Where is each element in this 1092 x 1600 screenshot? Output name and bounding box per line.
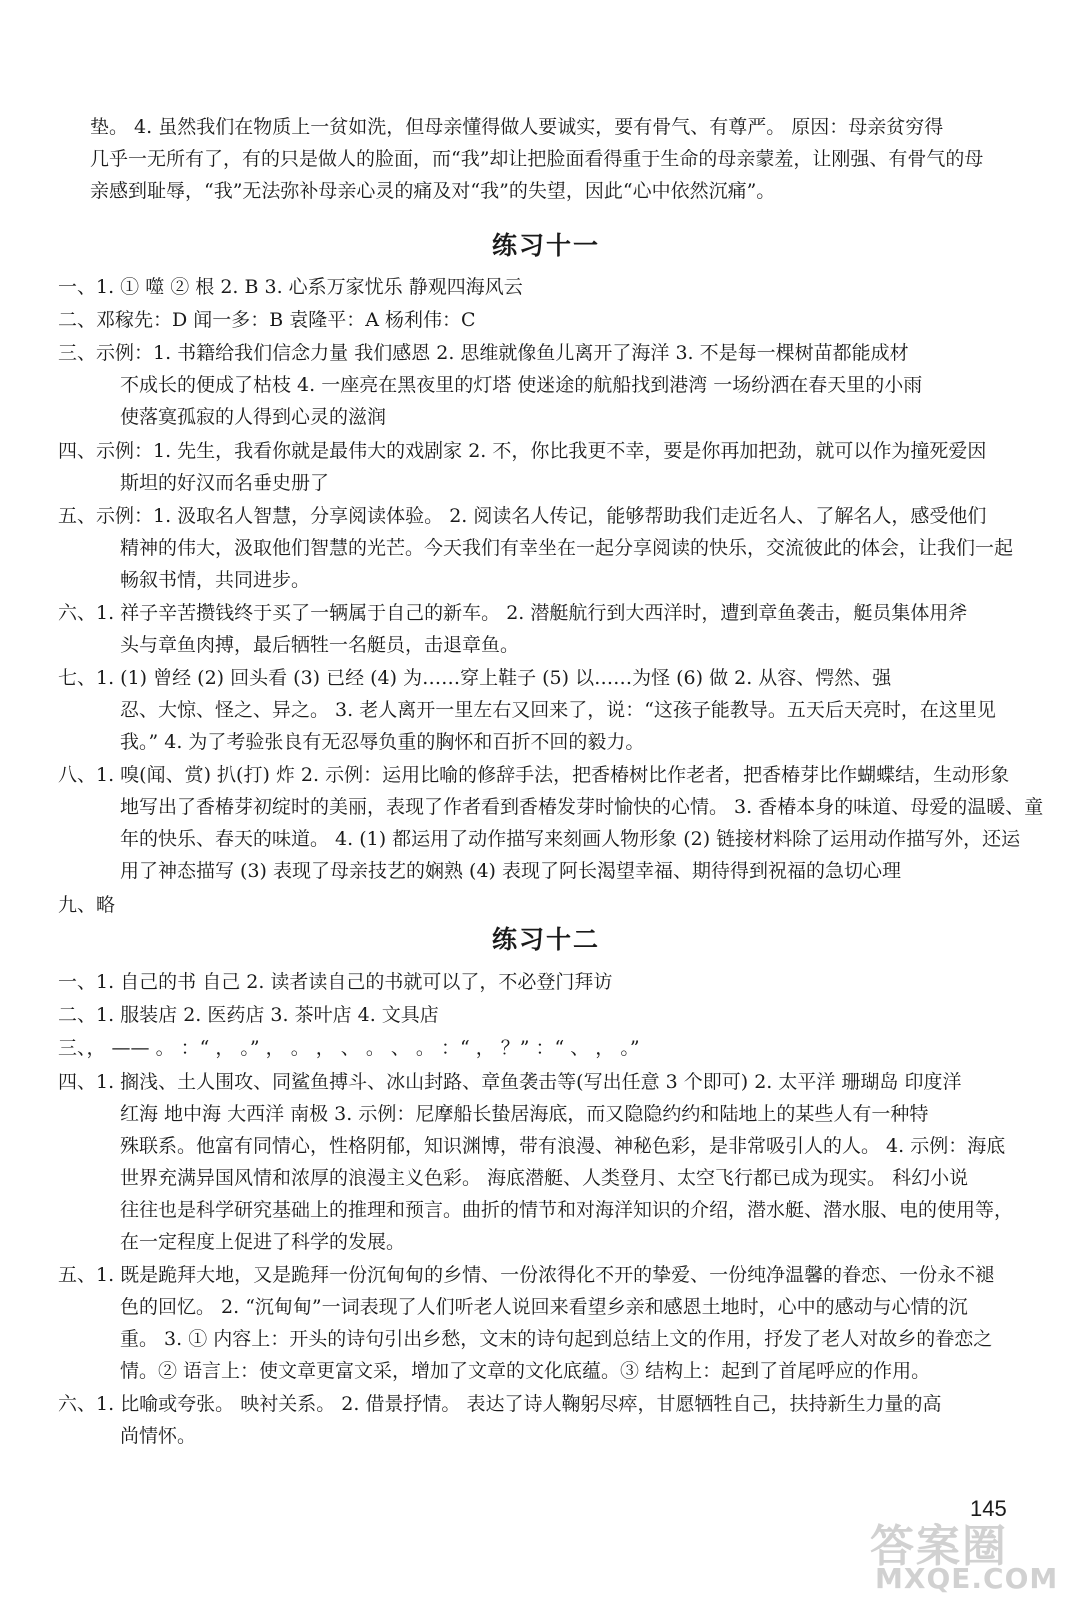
text-line: 世界充满异国风情和浓厚的浪漫主义色彩。 海底潜艇、人类登月、太空飞行都已成为现实。 科幻小说 (120, 1166, 969, 1189)
answer-item (58, 1388, 1018, 1452)
text-line: 殊联系。他富有同情心，性格阴郁，知识渊博，带有浪漫、神秘色彩，是非常吸引人的人。 4. 示例：海底 (120, 1134, 1006, 1157)
answer-item (58, 1066, 1018, 1258)
answer-item (58, 271, 1018, 303)
text-line: 情。② 语言上：使文章更富文采，增加了文章的文化底蕴。③ 结构上：起到了首尾呼应的作用。 (120, 1359, 931, 1382)
text-line: 六、1. 比喻或夸张。 映衬关系。 2. 借景抒情。 表达了诗人鞠躬尽瘁，甘愿牺牲自己，扶持新生力量的高 (58, 1393, 942, 1415)
text-line: 四、1. 搁浅、土人围攻、同鲨鱼搏斗、冰山封路、章鱼袭击等(写出任意 3 个即可) 2. 太平洋 珊瑚岛 印度洋 (58, 1070, 962, 1093)
watermark-url: MXQE.COM (875, 1562, 1059, 1595)
text-line: 精神的伟大，汲取他们智慧的光芒。今天我们有幸坐在一起分享阅读的快乐，交流彼此的体会，让我们一起 (120, 536, 1014, 559)
answer-item (58, 304, 1018, 336)
text-line: 五、示例：1. 汲取名人智慧，分享阅读体验。 2. 阅读名人传记，能够帮助我们走近名人、了解名人，感受他们 (58, 504, 987, 527)
text-line: 九、略 (58, 893, 116, 916)
text-line: 畅叙书情，共同进步。 (120, 568, 311, 591)
text-line: 重。 3. ① 内容上：开头的诗句引出乡愁，文末的诗句起到总结上文的作用，抒发了老人对故乡的眷恋之 (120, 1327, 993, 1350)
text-line: 年的快乐、春天的味道。 4. (1) 都运用了动作描写来刻画人物形象 (2) 链接材料除了运用动作描写外，还运 (120, 828, 1021, 851)
page-number: 145 (970, 1496, 1007, 1521)
text-line: 忍、大惊、怪之、异之。 3. 老人离开一里左右又回来了，说：“这孩子能教导。五天后天亮时，在这里见 (120, 699, 996, 722)
text-line: 几乎一无所有了，有的只是做人的脸面，而“我”却让把脸面看得重于生命的母亲蒙羞，让刚强、有骨气的母 (90, 148, 984, 170)
text-line: 色的回忆。 2. “沉甸甸”一词表现了人们听老人说回来看望乡亲和感恩土地时，心中的感动与心情的沉 (120, 1295, 968, 1318)
text-line: 尚情怀。 (120, 1425, 197, 1447)
text-line: 四、示例：1. 先生，我看你就是最伟大的戏剧家 2. 不，你比我更不幸，要是你再加把劲，就可以作为撞死爱因 (58, 439, 987, 462)
answer-item (58, 337, 1018, 433)
text-line: 二、1. 服装店 2. 医药店 3. 茶叶店 4. 文具店 (58, 1004, 439, 1027)
text-line: 三、示例：1. 书籍给我们信念力量 我们感恩 2. 思维就像鱼儿离开了海洋 3. 不是每一棵树苗都能成材 (58, 342, 909, 365)
text-line: 不成长的便成了枯枝 4. 一座亮在黑夜里的灯塔 使迷途的航船找到港湾 一场纷洒在春天里的小雨 (120, 374, 923, 397)
text-line: 地写出了香椿芽初绽时的美丽，表现了作者看到香椿发芽时愉快的心情。 3. 香椿本身的味道、母爱的温暖、童 (120, 796, 1044, 819)
text-line: 八、1. 嗅(闻、赏) 扒(打) 炸 2. 示例：运用比喻的修辞手法，把香椿树比作老者，把香椿芽比作蝴蝶结，生动形象 (58, 764, 1010, 787)
text-line: 亲感到耻辱，“我”无法弥补母亲心灵的痛及对“我”的失望，因此“心中依然沉痛”。 (90, 180, 776, 202)
text-line: 二、邓稼先：D 闻一多：B 袁隆平：A 杨利伟：C (58, 309, 476, 332)
watermark-logo: 答案圈 (870, 1521, 1008, 1572)
text-line: 七、1. (1) 曾经 (2) 回头看 (3) 已经 (4) 为……穿上鞋子 (5) 以……为怪 (6) 做 2. 从容、愕然、强 (58, 667, 892, 690)
text-line: 垫。 4. 虽然我们在物质上一贫如洗，但母亲懂得做人要诚实，要有骨气、有尊严。 原因：母亲贫穷得 (90, 116, 944, 138)
answer-item (58, 1032, 1018, 1064)
text-line: 五、1. 既是跪拜大地，又是跪拜一份沉甸甸的乡情、一份浓得化不开的挚爱、一份纯净温馨的眷恋、一份永不褪 (58, 1263, 995, 1286)
text-line: 斯坦的好汉而名垂史册了 (120, 471, 330, 494)
text-line: 使落寞孤寂的人得到心灵的滋润 (120, 406, 387, 429)
answer-item (58, 662, 1018, 758)
answer-item (58, 966, 1018, 998)
answer-item (58, 500, 1018, 596)
answer-item (58, 435, 1018, 499)
text-line: 用了神态描写 (3) 表现了母亲技艺的娴熟 (4) 表现了阿长渴望幸福、期待得到祝福的急切心理 (120, 860, 901, 883)
text-line: 一、1. ① 噬 ② 根 2. B 3. 心系万家忧乐 静观四海风云 (58, 276, 523, 298)
answer-item (58, 759, 1044, 887)
text-line: 一、1. 自己的书 自己 2. 读者读自己的书就可以了，不必登门拜访 (58, 971, 613, 993)
text-line: 三、， —— 。 ：“ ， 。” ， 。 ， 、 。 、 。 ：“ ， ？” ：“ 、 ， 。” (58, 1037, 640, 1060)
section-title-11: 练习十一 (491, 231, 600, 260)
answer-item (58, 1259, 1018, 1387)
answer-item (58, 999, 1018, 1031)
text-line: 在一定程度上促进了科学的发展。 (120, 1230, 406, 1253)
section-title-12: 练习十二 (491, 925, 600, 954)
text-line: 红海 地中海 大西洋 南极 3. 示例：尼摩船长蛰居海底，而又隐隐约约和陆地上的某些人有一种特 (120, 1102, 929, 1125)
text-line: 往往也是科学研究基础上的推理和预言。曲折的情节和对海洋知识的介绍，潜水艇、潜水服、电的使用等， (120, 1198, 1014, 1221)
top-paragraph (58, 111, 1050, 207)
watermark (850, 1510, 1085, 1595)
answer-item (58, 889, 1018, 921)
text-line: 我。” 4. 为了考验张良有无忍辱负重的胸怀和百折不回的毅力。 (120, 731, 645, 754)
text-line: 六、1. 祥子辛苦攒钱终于买了一辆属于自己的新车。 2. 潜艇航行到大西洋时，遭到章鱼袭击，艇员集体用斧 (58, 602, 968, 624)
answer-item (58, 597, 1018, 661)
text-line: 头与章鱼肉搏，最后牺牲一名艇员，击退章鱼。 (120, 634, 520, 656)
